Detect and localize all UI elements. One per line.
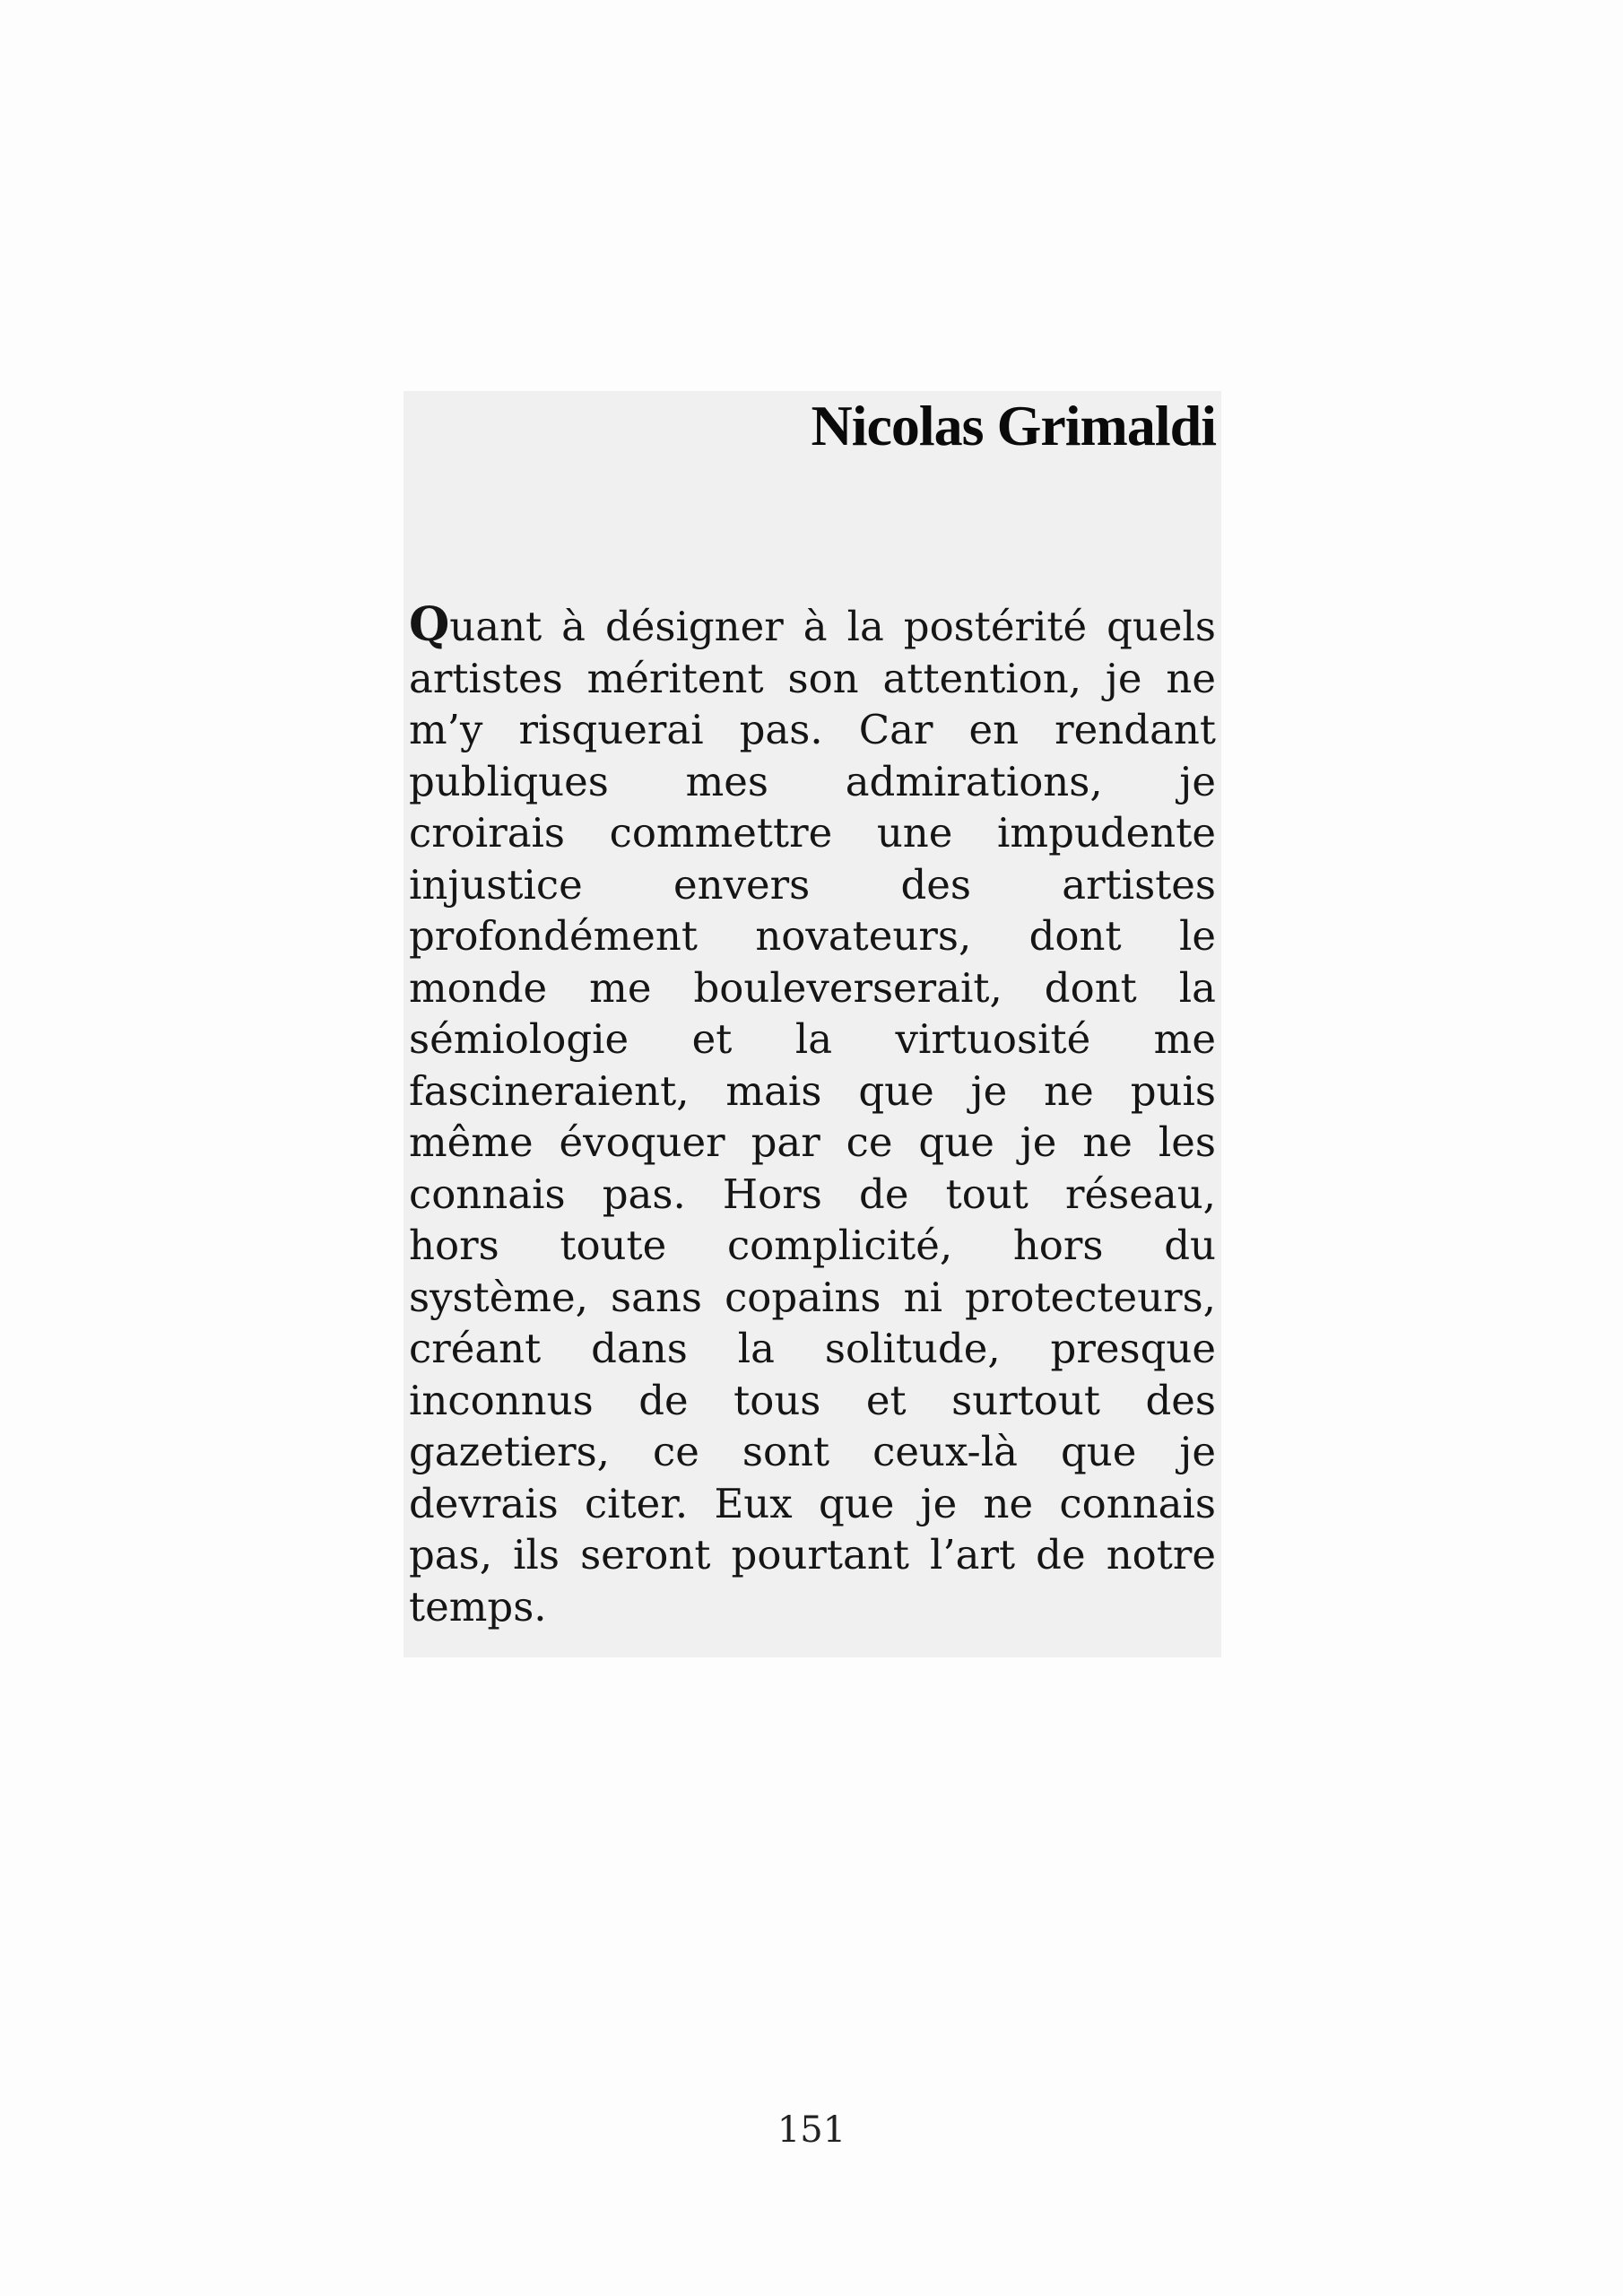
text-line: système, sans copains ni protecteurs, bbox=[409, 1273, 1216, 1321]
text-line: injustice envers des artistes bbox=[409, 860, 1216, 909]
text-line: profondément novateurs, dont le bbox=[409, 912, 1216, 960]
body-text bbox=[409, 599, 1216, 1632]
text-line: m’y risquerai pas. Car en rendant bbox=[409, 706, 1216, 753]
page-number: 151 bbox=[777, 2109, 846, 2151]
text-line: publiques mes admirations, je bbox=[409, 757, 1216, 805]
text-line: monde me bouleverserait, dont la bbox=[409, 963, 1216, 1012]
text-line: connais pas. Hors de tout réseau, bbox=[409, 1170, 1216, 1218]
text-panel bbox=[404, 391, 1221, 1657]
text-line: artistes méritent son attention, je ne bbox=[409, 654, 1216, 702]
text-line: inconnus de tous et surtout des bbox=[409, 1376, 1216, 1424]
text-line: hors toute complicité, hors du bbox=[409, 1222, 1216, 1269]
text-line: croirais commettre une impudente bbox=[409, 809, 1216, 857]
text-line: devrais citer. Eux que je ne connais bbox=[409, 1479, 1216, 1527]
text-line: même évoquer par ce que je ne les bbox=[409, 1118, 1216, 1166]
dropcap: Q bbox=[409, 597, 450, 652]
text-line: sémiologie et la virtuosité me bbox=[409, 1015, 1216, 1063]
text-line-content: uant à désigner à la postérité quels bbox=[449, 603, 1216, 650]
author-name: Nicolas Grimaldi bbox=[811, 394, 1216, 457]
text-line: gazetiers, ce sont ceux-là que je bbox=[409, 1428, 1216, 1475]
text-line: fascineraient, mais que je ne puis bbox=[409, 1066, 1216, 1115]
text-line: créant dans la solitude, presque bbox=[409, 1325, 1216, 1372]
text-line: temps. bbox=[409, 1582, 547, 1631]
text-line: pas, ils seront pourtant l’art de notre bbox=[409, 1531, 1216, 1578]
text-line bbox=[409, 599, 1216, 653]
